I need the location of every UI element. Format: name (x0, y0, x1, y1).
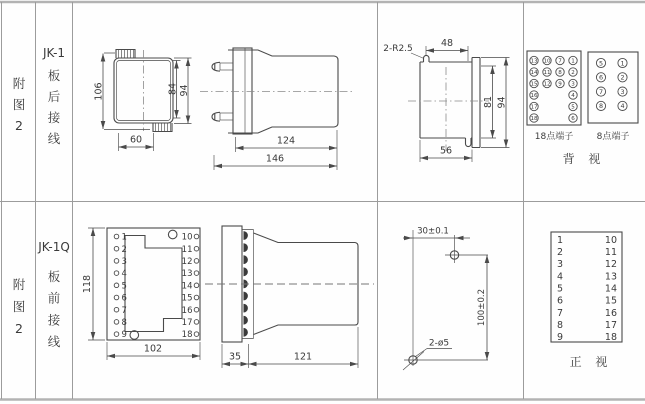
hole-leader-line (416, 349, 453, 357)
terminal-number: 2 (620, 73, 625, 82)
terminal-number: 7 (598, 87, 604, 96)
terminal-number-table (551, 232, 622, 343)
pin-number: 16 (604, 307, 617, 319)
dim-text-30: 30±0.1 (417, 226, 449, 237)
wiring-label-top (48, 68, 61, 146)
terminal-number: 8 (558, 70, 562, 77)
terminal-number: 16 (530, 93, 538, 100)
dim-text-121: 121 (293, 351, 313, 363)
drill-hole-top-crosshair (445, 235, 488, 263)
bottom-tab-hatching (156, 123, 171, 132)
socket-left-pins (114, 233, 127, 341)
pin-circle (114, 234, 119, 239)
pin-number: 10 (604, 234, 617, 246)
model-label-bottom: JK-1Q (38, 240, 70, 254)
pin-number: 1 (557, 234, 564, 246)
dim-text-56: 56 (439, 145, 453, 157)
figure-label-bottom (13, 277, 26, 336)
terminal-number: 5 (571, 104, 575, 111)
pin-number: 10 (181, 232, 193, 243)
pin-number: 16 (181, 305, 193, 316)
panel-cutout-drawing (383, 38, 509, 162)
terminal-number: 2 (571, 70, 575, 77)
terminal-18pt-label: 18点端子 (534, 132, 574, 142)
label-char: 板 (47, 68, 61, 83)
pin-number: 4 (557, 271, 564, 283)
pin-circle (194, 332, 199, 337)
label-char: 图 (12, 97, 26, 112)
terminal-8pt-box (588, 52, 638, 123)
pin-number: 14 (181, 281, 193, 292)
label-char: 接 (47, 110, 61, 125)
slot-leader-line (411, 53, 424, 59)
pin-number: 9 (557, 332, 564, 344)
dim-text-81: 81 (483, 95, 494, 109)
label-char: 板 (47, 269, 61, 284)
pin-circle (114, 295, 119, 300)
pin-circle (194, 234, 199, 239)
terminal-18pt-circles (530, 56, 577, 122)
terminal-number: 3 (571, 81, 575, 88)
dim-text-2xd5: 2-ø5 (428, 338, 450, 349)
front-view-label: 正 视 (569, 355, 613, 369)
pin-number: 13 (604, 271, 617, 283)
terminal-number: 9 (558, 81, 562, 88)
pin-number: 8 (557, 319, 564, 331)
terminal-number: 15 (530, 81, 538, 88)
pin-number: 6 (557, 295, 564, 307)
terminal-diagram-18pt (527, 51, 581, 142)
pin-circle (194, 295, 199, 300)
pin-circle (194, 307, 199, 312)
terminal-number: 1 (620, 59, 625, 68)
pin-number: 12 (181, 256, 193, 267)
terminal-number: 1 (571, 58, 575, 65)
pin-number: 2 (121, 244, 127, 255)
drill-hole-bottom-crosshair (403, 352, 488, 371)
dim-text-124: 124 (276, 135, 296, 147)
pin-number: 2 (557, 247, 564, 259)
side-view-bottom-drawing (205, 226, 374, 368)
pin-number: 14 (604, 283, 617, 295)
terminal-number: 6 (598, 73, 604, 82)
pin-number: 17 (604, 319, 617, 331)
terminal-number: 11 (543, 70, 551, 77)
pin-number: 7 (557, 307, 564, 319)
rear-view-label: 背 视 (562, 152, 606, 166)
label-char: 附 (12, 76, 26, 91)
pin-number: 15 (604, 295, 617, 307)
dim-text-48: 48 (440, 38, 454, 49)
pin-number: 1 (121, 232, 127, 243)
pin-number: 3 (557, 259, 564, 271)
pin-number: 6 (121, 293, 127, 304)
pin-number: 17 (181, 317, 193, 328)
pin-number: 12 (604, 259, 617, 271)
terminal-stud-1-stem (220, 63, 233, 70)
label-char: 2 (15, 118, 23, 133)
flange-plate (233, 48, 252, 134)
table-right-column (605, 235, 617, 343)
terminal-diagram-8pt (588, 52, 638, 142)
dim-text-102: 102 (143, 343, 163, 355)
rear-outline-drawing (94, 50, 192, 152)
pin-number: 8 (121, 317, 127, 328)
cutout-right-flange (472, 58, 480, 148)
figure-label-top (13, 76, 26, 133)
terminal-number: 3 (620, 87, 625, 96)
table-left-column (557, 235, 563, 343)
pin-number: 5 (121, 281, 127, 292)
dim-text-60: 60 (129, 134, 143, 146)
terminal-number: 17 (530, 104, 538, 111)
label-char: 线 (47, 334, 61, 350)
pin-circle (114, 307, 119, 312)
dim-text-106: 106 (93, 82, 105, 101)
terminal-number: 7 (558, 58, 562, 65)
pin-number: 11 (604, 247, 617, 259)
terminal-number: 4 (620, 102, 625, 111)
dim-text-slot: 2-R2.5 (383, 44, 413, 54)
pin-circle (114, 246, 119, 251)
pin-circle (114, 320, 119, 325)
dim-text-94: 94 (179, 84, 190, 97)
side-view-top-drawing (200, 48, 352, 170)
drilling-template-drawing (403, 227, 488, 371)
top-tab-hatching (119, 50, 134, 59)
terminal-number: 6 (571, 116, 575, 123)
dim-text-146: 146 (265, 153, 285, 165)
label-char: 接 (47, 312, 61, 328)
wiring-label-bottom (48, 269, 61, 349)
label-char: 附 (12, 277, 26, 292)
pin-circle (114, 283, 119, 288)
pin-circle (114, 332, 119, 337)
socket-right-pins (182, 233, 199, 341)
pin-circle (194, 283, 199, 288)
label-char: 2 (15, 321, 23, 336)
bottom-connector-tab (153, 123, 172, 132)
pin-circle (194, 320, 199, 325)
pin-number: 7 (121, 305, 127, 316)
terminal-number: 4 (571, 93, 575, 100)
pin-number: 18 (181, 330, 193, 341)
pin-circle (194, 246, 199, 251)
pin-number: 9 (121, 330, 127, 341)
pin-number: 5 (557, 283, 564, 295)
mounting-slot-top (424, 55, 430, 62)
pin-number: 4 (121, 269, 127, 280)
terminal-number: 10 (543, 58, 551, 65)
terminal-number: 12 (543, 81, 551, 88)
model-label-top: JK-1 (42, 46, 66, 60)
pin-number: 18 (604, 332, 617, 344)
terminal-number: 5 (598, 59, 604, 68)
pin-number: 15 (181, 293, 193, 304)
terminal-8pt-circles (596, 58, 627, 110)
terminal-8pt-label: 8点端子 (596, 132, 630, 142)
dim-text-35: 35 (228, 351, 242, 363)
terminal-stud-2-cap (212, 112, 220, 121)
pin-circle (114, 271, 119, 276)
pin-number: 11 (181, 244, 193, 255)
socket-key-polygon (125, 236, 182, 332)
dim-text-100: 100±0.2 (477, 288, 487, 327)
terminal-number: 13 (530, 58, 538, 65)
pin-number: 3 (121, 256, 127, 267)
terminal-number: 8 (598, 102, 604, 111)
label-char: 后 (47, 89, 61, 104)
socket-front-drawing (82, 228, 200, 360)
label-char: 线 (47, 131, 61, 146)
pin-number: 13 (181, 269, 193, 280)
pin-circle (194, 271, 199, 276)
mounting-slot-bottom (466, 138, 472, 147)
label-char: 图 (12, 299, 26, 314)
pin-circle (114, 259, 119, 264)
terminal-stud-1-cap (212, 62, 220, 71)
terminal-number: 14 (530, 70, 538, 77)
top-connector-tab (116, 50, 135, 59)
label-char: 前 (47, 290, 61, 306)
dim-text-94b: 94 (496, 96, 508, 109)
terminal-number: 18 (530, 116, 538, 123)
socket-mount-hole-top (168, 230, 177, 239)
dim-text-84: 84 (167, 82, 179, 96)
pin-circle (194, 259, 199, 264)
terminal-stud-2-stem (220, 113, 233, 120)
dim-text-118: 118 (82, 274, 93, 294)
